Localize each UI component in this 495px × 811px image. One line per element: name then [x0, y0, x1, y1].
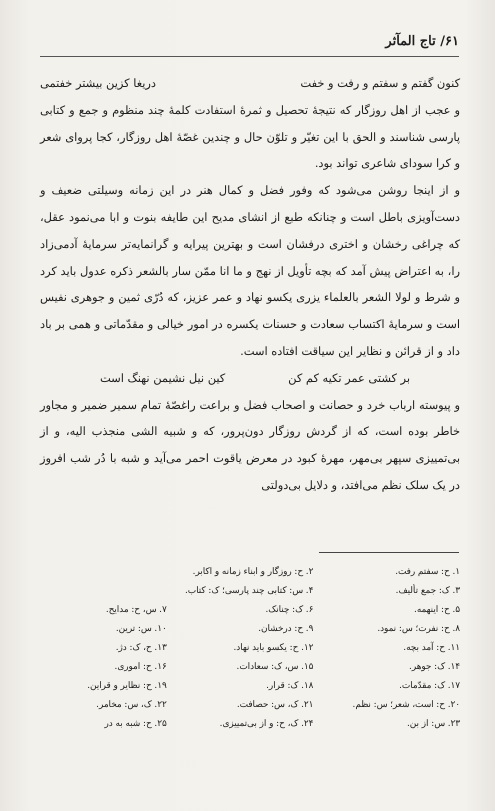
- footnote: ۲۱. ک، س: حصافت.: [236, 700, 314, 710]
- footnote: ۱۷. ک: مقدّمات.: [399, 681, 460, 691]
- footnote: [30, 584, 167, 598]
- footnote: ۱۸. ک: قرار.: [266, 681, 314, 691]
- poem-couplet-2: [40, 365, 460, 392]
- poem-1-hemistich-a: کنون گفتم و سفتم و رفت و خفت: [300, 76, 460, 90]
- footnote: ۱۱. ح: آمد بچه.: [403, 643, 460, 653]
- footnote: ۱۴. ک: جوهر.: [409, 662, 460, 672]
- footnote-rule: [319, 552, 459, 553]
- footnote: ۵. ح: اینهمه.: [414, 605, 460, 615]
- paragraph-3: و پیوسته ارباب خرد و حصانت و اصحاب فضل و براعت راغصّهٔ تمام سمیر ضمیر و مجاور خاطر بوده است، که از گردش روزگار دون‌پرور، که و شبیه الشی منجذب الیه، و از بی‌تمییزی سپهر بی‌مهر، مهرهٔ کبود در معرض یاقوت احمر می‌آید و شبه با دُر شب افروز در یک سلک نظم می‌افتد، و دلایل بی‌دولتی: [40, 397, 460, 492]
- page-header: [40, 34, 459, 49]
- footnote: ۶. ک: چنانک.: [265, 605, 314, 615]
- footnote: ۳. ک: جمع تألیف.: [395, 586, 460, 596]
- footnote: ۲۲. ک، س: مخامر.: [96, 700, 167, 710]
- poem-2-hemistich-a: بر کشتی عمر تکیه کم کن: [288, 370, 410, 385]
- poem-1-hemistich-b: دریغا کزین بیشتر خفتمی: [40, 76, 156, 90]
- footnote: ۱۹. ح: نظایر و قراین.: [87, 681, 167, 691]
- paragraph-2: و از اینجا روشن می‌شود که وفور فضل و کمال هنر در این زمانه وسیلتی ضعیف و دست‌آویزی باطل است و چنانکه طبع از انشای مدیح این طایفه بنوت و ابا می‌نمود عقل، که چراغی رخشان و اختری درفشان است و بهترین پیرایه و گرانمایه‌تر سرمایهٔ آدمی‌زاد را، به اعتراض پیش آمد که بچه تأویل از نهج و ما انا ممّن سار بالشعر ذکره عدول باید کرد و شرط و لولا الشعر بالعلماء یزری یکسو نهاد و عمر عزیز، که دُرّی ثمین و جوهری نفیس است و سرمایهٔ اکتساب سعادت و حسنات یکسره در امور خیالی و مقدّماتی و همی بر باد داد و از قرائن و نظایر این سیاقت افتاده است.: [40, 183, 460, 358]
- main-text: [40, 70, 460, 499]
- footnote: ۹. ح: درخشان.: [258, 624, 314, 634]
- footnotes: [30, 565, 460, 731]
- footnote: ۲۴. ک، ح: و از بی‌تمییزی.: [219, 719, 314, 729]
- footnote: ۱۳. ح، ک: دژ.: [115, 643, 167, 653]
- footnote: ۱. ح: سفتم رفت.: [395, 567, 460, 577]
- footnote: ۴. س: کتابی چند پارسی؛ ک: کتاب.: [185, 586, 314, 596]
- footnote: [30, 565, 167, 579]
- poem-2-hemistich-b: کین نیل نشیمن نهنگ است: [100, 370, 226, 385]
- footnote: ۲۳. س: از بن.: [407, 719, 460, 729]
- footnote: ۱۶. ح: اموری.: [114, 662, 167, 672]
- header-rule: [40, 56, 459, 57]
- poem-couplet-1: [40, 70, 460, 97]
- footnote: ۱۵. س، ک: سعادات.: [236, 662, 314, 672]
- footnote: ۱۲. ح: یکسو باید نهاد.: [233, 643, 314, 653]
- footnote: ۲۵. ح: شبه به در: [104, 719, 167, 729]
- page-title: ۶۱/ تاج المآثر: [385, 34, 459, 49]
- footnote: ۲. ح: روزگار و ابناء زمانه و اکابر.: [192, 567, 314, 577]
- paragraph-1: و عجب از اهل روزگار که نتیجهٔ تحصیل و ثمرهٔ استفادت کلمهٔ چند منظوم و جمع و کتابی پارسی شناسند و الحق با این تغیّر و تلوّن حال و چندین غصّهٔ اهل روزگار، کجا پروای شعر و کرا سودای شاعری تواند بود.: [40, 102, 460, 171]
- footnote: ۲۰. ح: است، شعر؛ س: نظم.: [352, 700, 460, 710]
- footnote: ۱۰. س: ترین.: [115, 624, 167, 634]
- footnote: ۸. ح: نفرت؛ س: نمود.: [377, 624, 460, 634]
- footnote: ۷. س، ح: مدایح.: [105, 605, 167, 615]
